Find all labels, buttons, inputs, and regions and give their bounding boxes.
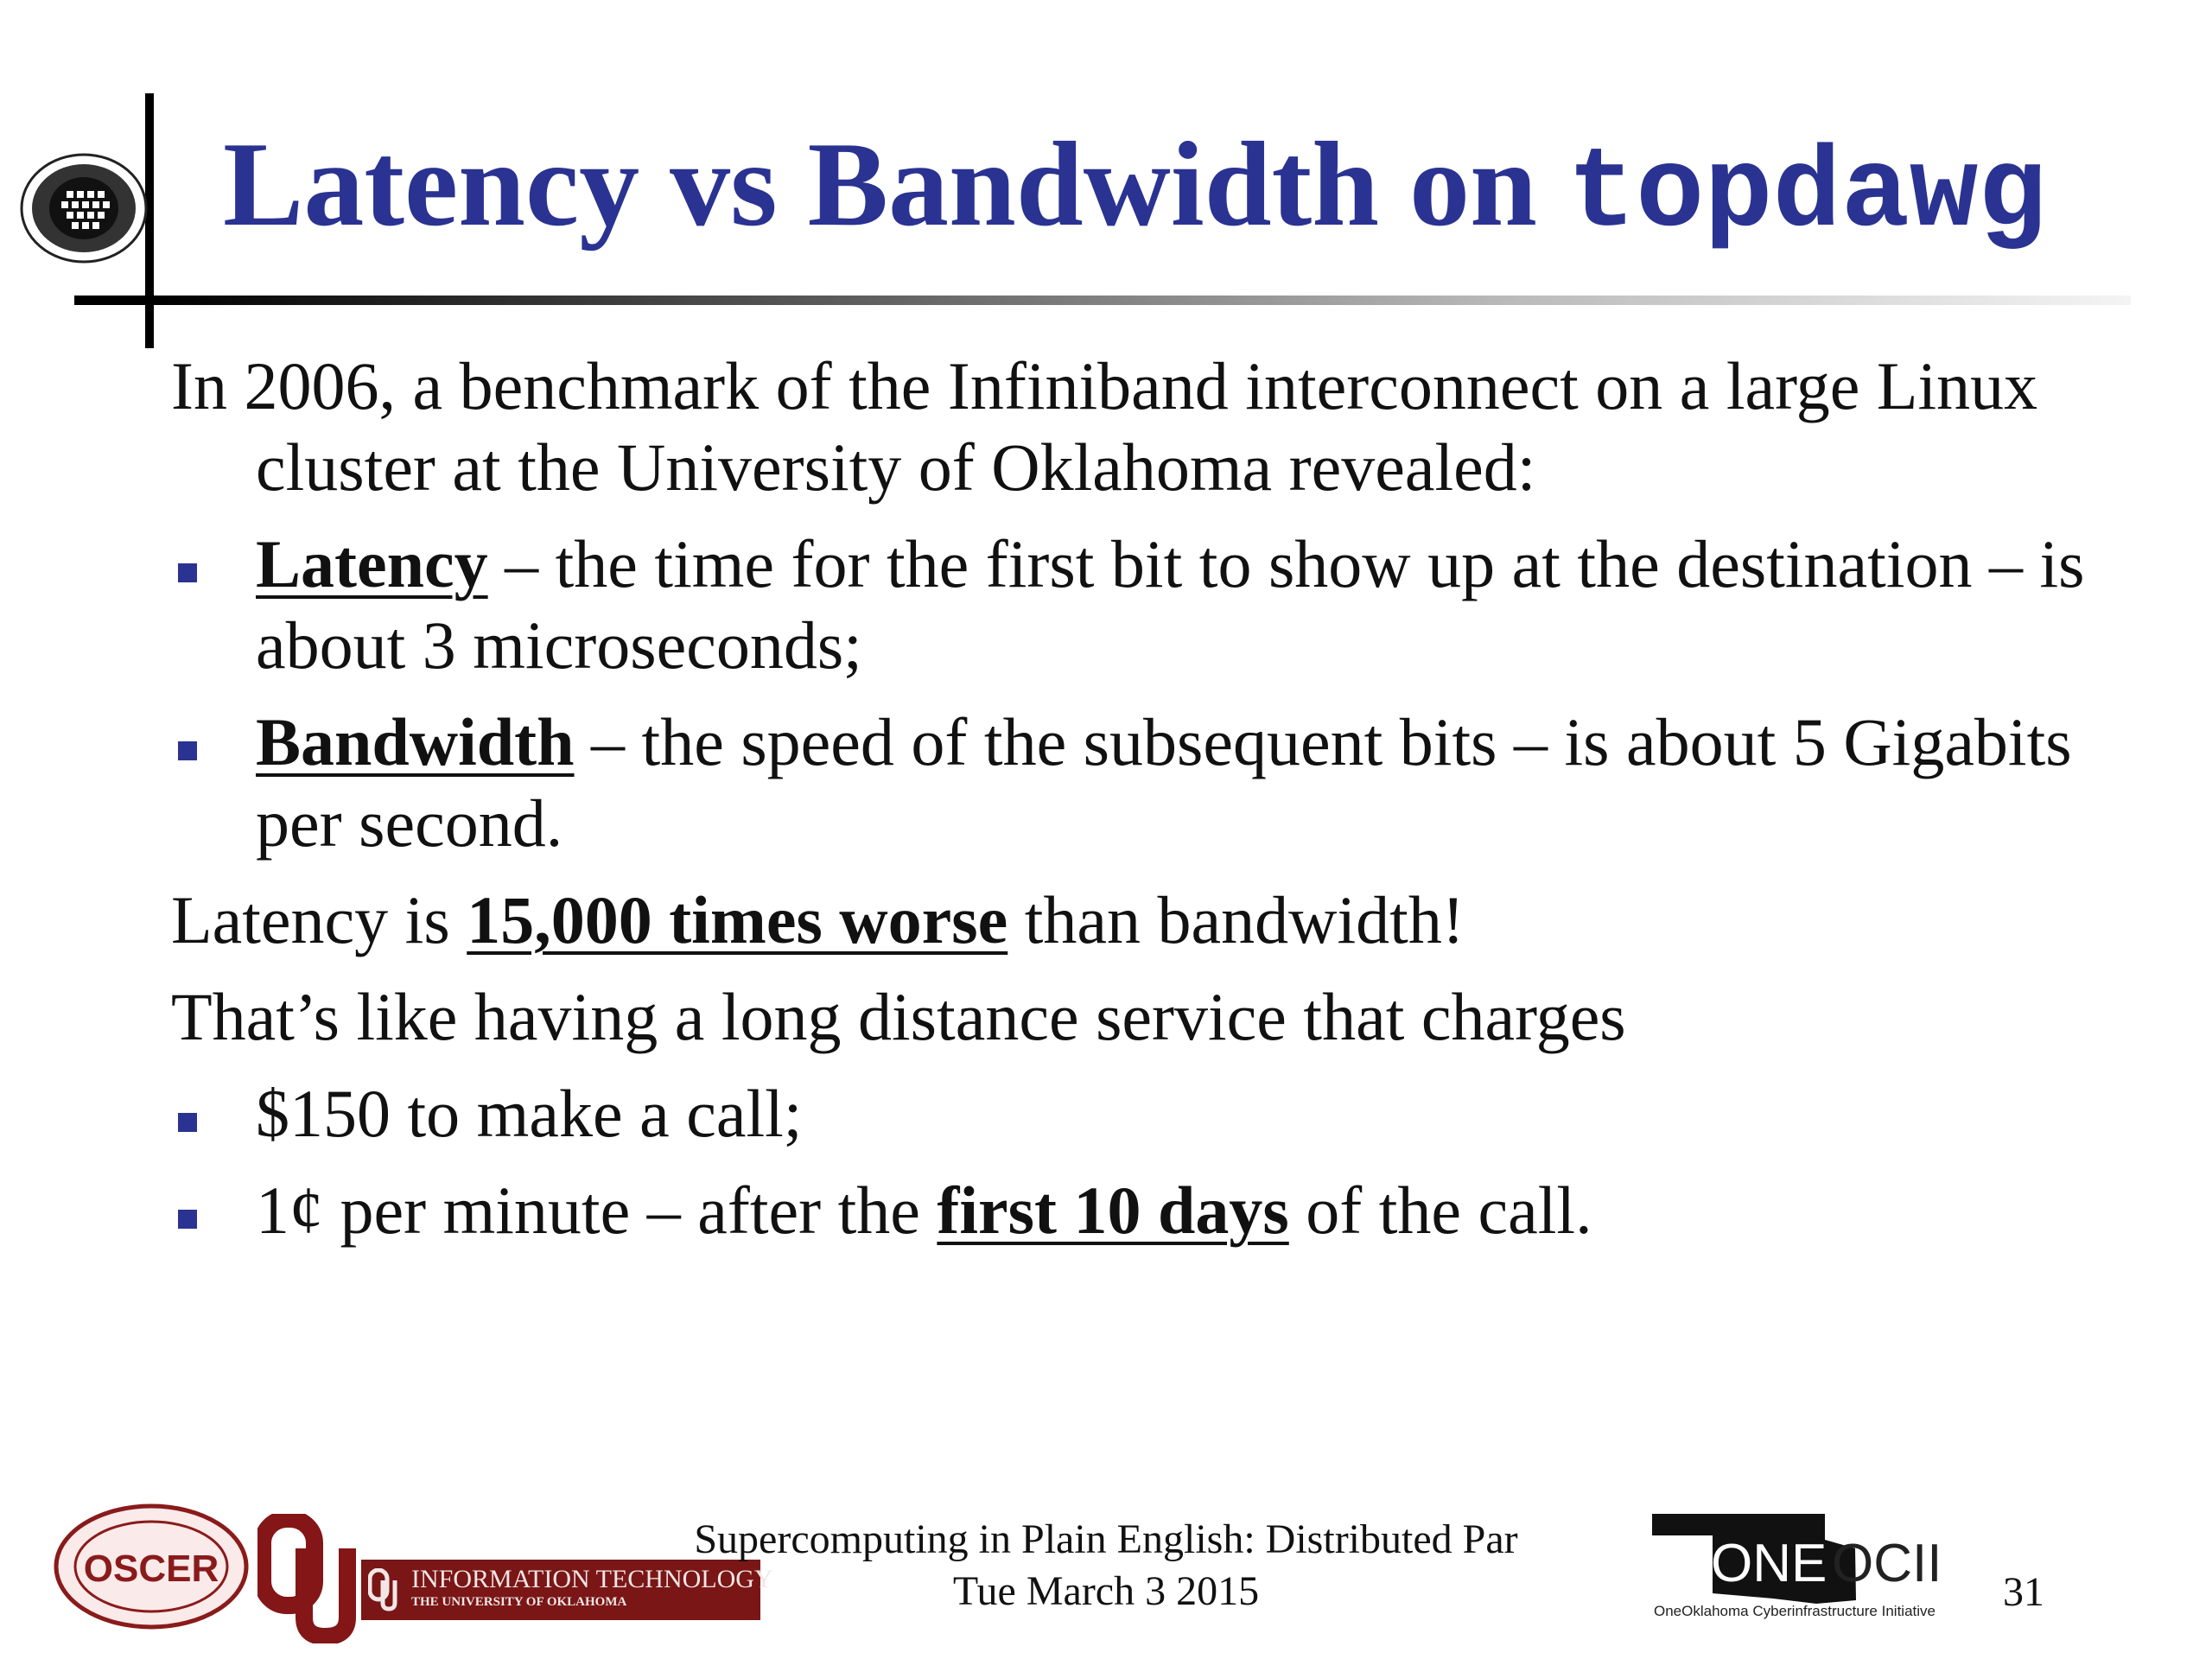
bullet-bandwidth — [171, 702, 2158, 864]
slide-number: 31 — [2003, 1569, 2044, 1615]
comparison-line — [171, 880, 2158, 961]
supercomputing-logo-icon — [19, 152, 149, 264]
slide-body — [171, 346, 2158, 1251]
slide-title — [223, 112, 2046, 263]
per-minute-emphasis: first 10 days — [937, 1173, 1289, 1248]
oscer-logo — [52, 1502, 251, 1631]
footer-title — [518, 1514, 1694, 1618]
footer-line-1: Supercomputing in Plain English: Distributed Par — [694, 1516, 1518, 1562]
per-minute-pre: 1¢ per minute – after the — [256, 1173, 938, 1248]
ou-logo — [257, 1514, 361, 1643]
call-charge-text: $150 to make a call; — [256, 1076, 803, 1151]
analogy-line: That’s like having a long distance service that charges — [171, 979, 1626, 1054]
bandwidth-description: – the speed of the subsequent bits – is about 5 Gigabits per second. — [256, 704, 2072, 861]
square-bullet-icon — [178, 1113, 197, 1132]
oneocii-logo — [1652, 1514, 1946, 1618]
term-bandwidth: Bandwidth — [256, 704, 575, 779]
comparison-pre: Latency is — [171, 882, 467, 957]
term-latency: Latency — [256, 526, 488, 601]
intro-paragraph: In 2006, a benchmark of the Infiniband interconnect on a large Linux cluster at the University of Oklahoma revealed: — [171, 348, 2038, 505]
bullet-latency — [171, 524, 2158, 686]
oneocii-tagline: OneOklahoma Cyberinfrastructure Initiative — [1654, 1603, 1936, 1619]
title-horizontal-rule — [74, 296, 2131, 305]
square-bullet-icon — [178, 563, 197, 582]
it-banner-text: INFORMATION TECHNOLOGY — [411, 1565, 773, 1593]
footer-line-2: Tue March 3 2015 — [952, 1568, 1260, 1614]
comparison-post: than bandwidth! — [1007, 882, 1465, 957]
comparison-emphasis: 15,000 times worse — [467, 882, 1008, 957]
oneocii-ocii: OCII — [1832, 1534, 1942, 1593]
latency-description: – the time for the first bit to show up at the destination – is about 3 microseconds; — [256, 526, 2085, 683]
oscer-logo-text: OSCER — [83, 1548, 219, 1590]
bullet-per-minute-charge — [171, 1170, 2158, 1251]
square-bullet-icon — [178, 741, 197, 760]
title-code: topdawg — [1567, 130, 2047, 259]
square-bullet-icon — [178, 1210, 197, 1229]
title-main: Latency vs Bandwidth on — [223, 118, 1567, 251]
mini-ou-icon — [368, 1568, 397, 1611]
oneocii-one: ONE — [1711, 1534, 1827, 1593]
bullet-call-charge — [171, 1073, 2158, 1154]
it-banner-subtext: THE UNIVERSITY OF OKLAHOMA — [411, 1595, 627, 1609]
per-minute-post: of the call. — [1288, 1173, 1592, 1248]
